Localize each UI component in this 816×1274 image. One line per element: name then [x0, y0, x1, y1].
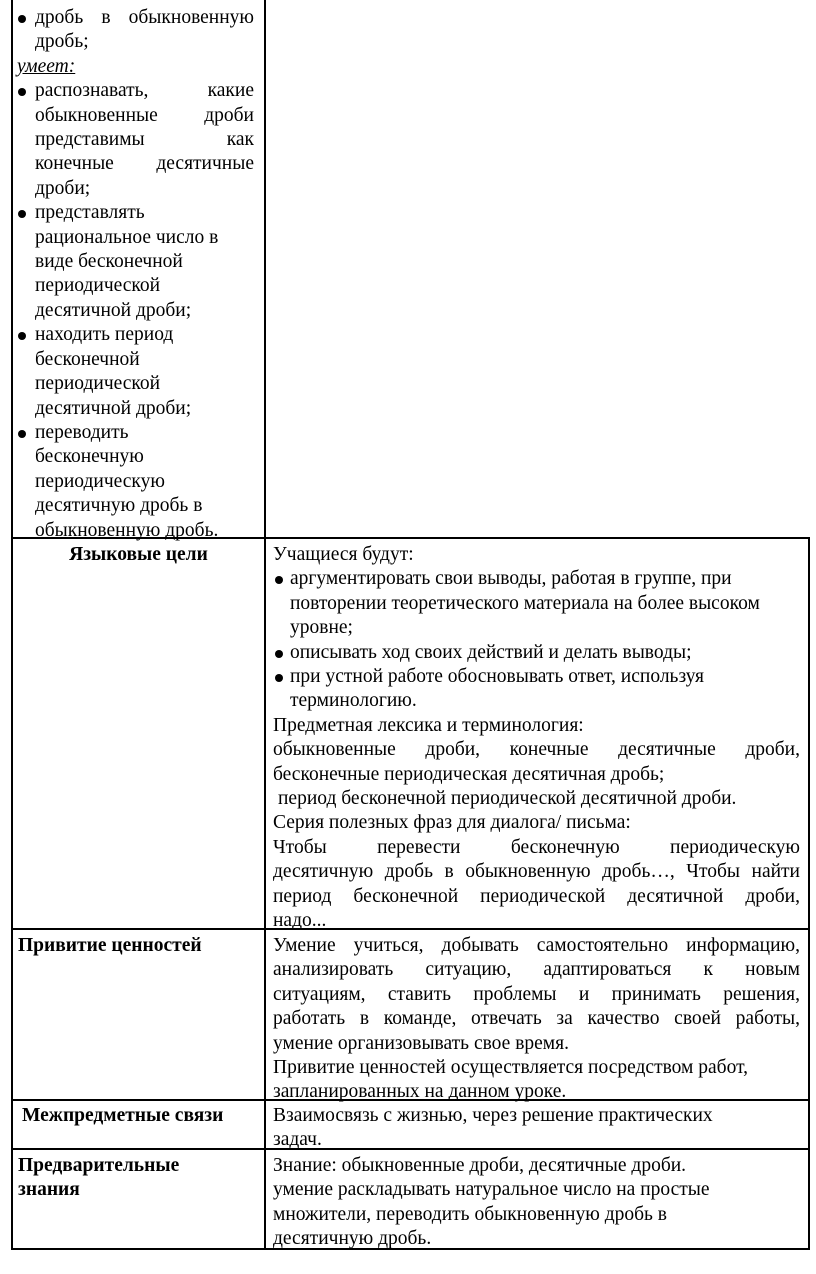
row-label: Привитие ценностей [18, 935, 202, 956]
list-item [17, 421, 254, 543]
list-item-line: представлять [35, 202, 145, 224]
text-line: запланированных на данном уроке. [273, 1081, 567, 1103]
list-item-line: виде бесконечной [35, 251, 183, 273]
list-item-line: конечные десятичные [35, 153, 254, 175]
list-item-line: описывать ход своих действий и делать выводы; [290, 641, 692, 663]
text-line: Привитие ценностей осуществляется посредством работ, [273, 1057, 749, 1079]
phrases-line: надо... [273, 910, 327, 932]
list-item [17, 6, 254, 55]
vocab-line: период бесконечной периодической десятичной дроби. [278, 788, 737, 810]
text-line: множители, переводить обыкновенную дробь в [273, 1203, 668, 1225]
row-label-line: Предварительные [18, 1155, 180, 1176]
list-item-line: повторении теоретического материала на более высоком [290, 592, 760, 614]
language-goals-cell [273, 543, 800, 934]
list-item-line: представимы как [35, 129, 254, 151]
list-item [17, 323, 254, 421]
skills-cell [17, 6, 254, 543]
list-item-line: находить период [35, 324, 174, 346]
text-line: задач. [273, 1129, 322, 1151]
list-item-line: дробь; [35, 31, 89, 53]
text-line: Знание: обыкновенные дроби, десятичные дроби. [273, 1155, 687, 1176]
phrases-line: период бесконечной периодической десятичной дроби, [273, 885, 800, 907]
table-border [264, 0, 266, 1250]
list-item-line: переводить [35, 421, 129, 443]
list-item-line: уровне; [290, 617, 353, 639]
list-item-line: периодической [35, 275, 161, 297]
phrases-line: Чтобы перевести бесконечную периодическую [273, 836, 800, 858]
vocab-title: Предметная лексика и терминология: [273, 714, 584, 736]
list-item [273, 641, 800, 665]
list-item-line: десятичной дроби; [35, 397, 192, 419]
row-label-line: знания [18, 1179, 80, 1201]
text-line: анализировать ситуацию, адаптироваться к новым [273, 959, 800, 981]
intro-text: Учащиеся будут: [273, 544, 414, 565]
list-item-line: периодической [35, 373, 161, 395]
list-item [17, 201, 254, 323]
list-item-line: обыкновенную дробь. [35, 519, 219, 541]
list-item [273, 665, 800, 714]
row-label: Межпредметные связи [22, 1105, 224, 1126]
list-item [17, 79, 254, 201]
text-line: работать в команде, отвечать за качество своей работы, [273, 1008, 800, 1030]
prior-knowledge-cell [273, 1154, 800, 1252]
phrases-line: десятичную дробь в обыкновенную дробь…, Чтобы найти [273, 861, 800, 883]
values-cell [273, 934, 800, 1105]
text-line: умение раскладывать натуральное число на простые [273, 1179, 710, 1201]
section-heading: умеет: [17, 55, 76, 77]
list-item-line: дроби; [35, 177, 91, 199]
list-item-line: рациональное число в [35, 226, 219, 248]
list-item-line: бесконечную [35, 446, 144, 468]
list-item-line: десятичной дроби; [35, 299, 192, 321]
text-line: ситуациям, ставить проблемы и принимать решения, [273, 983, 800, 1005]
vocab-line: обыкновенные дроби, конечные десятичные дроби, [273, 739, 800, 761]
text-line: десятичную дробь. [273, 1228, 432, 1250]
list-item-line: периодическую [35, 470, 165, 492]
list-item-line: аргументировать свои выводы, работая в группе, при [290, 568, 732, 590]
text-line: умение организовывать свое время. [273, 1032, 569, 1054]
list-item [273, 567, 800, 640]
row-label [18, 1154, 262, 1203]
list-item-line: дробь в обыкновенную [35, 7, 254, 28]
vocab-line: бесконечные периодическая десятичная дробь; [273, 763, 665, 785]
interdisciplinary-cell [273, 1104, 800, 1153]
table-border [808, 537, 810, 1250]
text-line: Взаимосвязь с жизнью, через решение практических [273, 1105, 713, 1126]
list-item-line: бесконечной [35, 348, 140, 370]
row-label: Языковые цели [69, 544, 208, 565]
list-item-line: распознавать, какие [35, 80, 254, 102]
list-item-line: при устной работе обосновывать ответ, используя [290, 666, 704, 688]
phrases-title: Серия полезных фраз для диалога/ письма: [273, 812, 631, 834]
list-item-line: терминологию. [290, 690, 417, 712]
table-border [11, 0, 13, 1250]
list-item-line: обыкновенные дроби [35, 104, 254, 126]
list-item-line: десятичную дробь в [35, 495, 203, 517]
text-line: Умение учиться, добывать самостоятельно информацию, [273, 935, 800, 956]
